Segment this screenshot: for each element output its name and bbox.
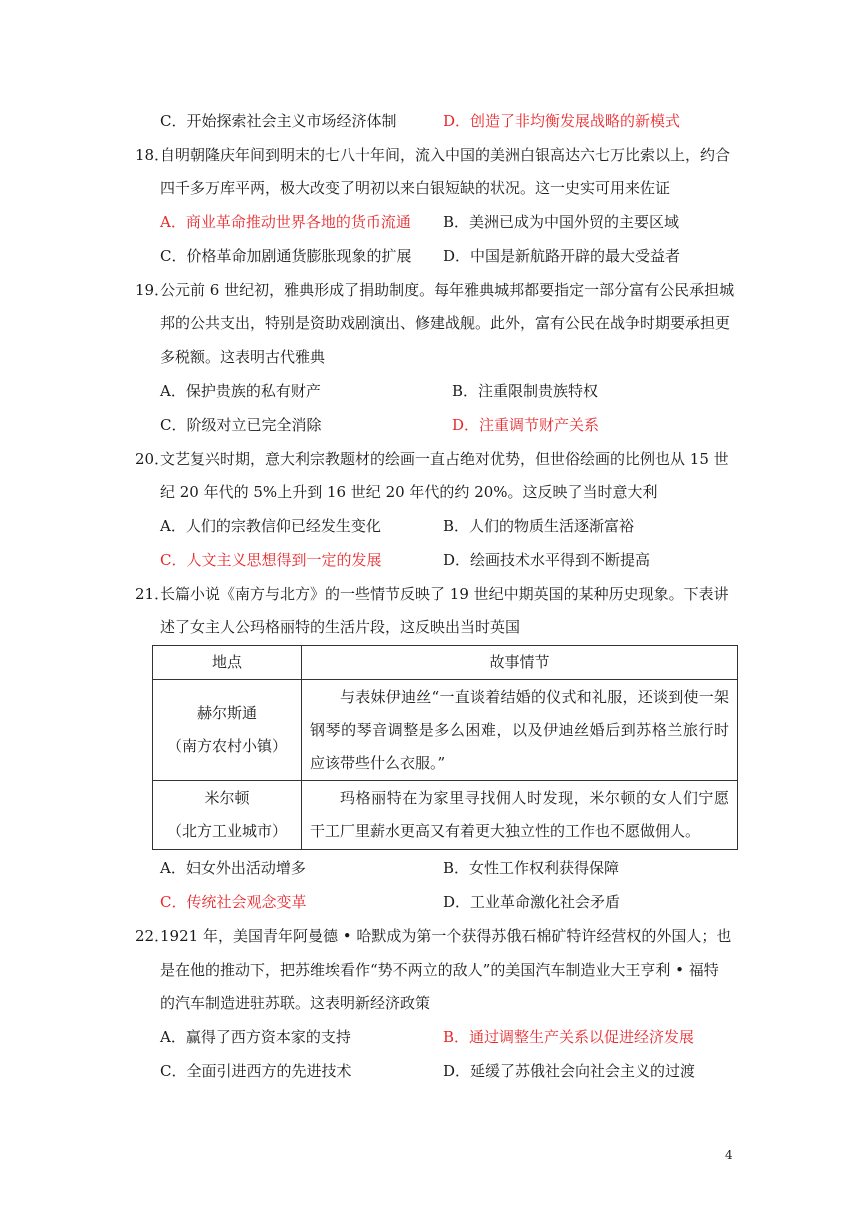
q17-option-d-answer: D．创造了非均衡发展战略的新模式: [443, 112, 681, 130]
q19-option-d-answer: D．注重调节财产关系: [452, 416, 600, 434]
table-cell-story: [302, 680, 738, 781]
table-header-story: 故事情节: [302, 646, 738, 680]
q22-option-c: C．全面引进西方的先进技术: [160, 1062, 352, 1080]
place-name: 米尔顿: [204, 789, 250, 807]
place-name: 赫尔斯通: [196, 704, 257, 722]
page-number: 4: [725, 1148, 733, 1162]
q21-option-b: B．女性工作权利获得保障: [443, 859, 620, 877]
q18-option-b: B．美洲已成为中国外贸的主要区域: [443, 213, 680, 231]
q19-option-a: A．保护贵族的私有财产: [160, 382, 321, 400]
q18-stem-line-2: 四千多万库平两，极大改变了明初以来白银短缺的状况。这一史实可用来佐证: [160, 179, 671, 197]
q21-option-d: D．工业革命激化社会矛盾: [443, 893, 621, 911]
q22-stem-line-1: 1921 年，美国青年阿曼德 • 哈默成为第一个获得苏俄石棉矿特许经营权的外国人；也: [160, 927, 732, 945]
q19-number: 19．: [135, 281, 170, 299]
q21-number: 21．: [135, 585, 170, 603]
q19-stem-line-2: 邦的公共支出，特别是资助戏剧演出、修建战舰。此外，富有公民在战争时期要承担更: [160, 314, 731, 332]
q20-stem-line-1: 文艺复兴时期，意大利宗教题材的绘画一直占绝对优势，但世俗绘画的比例也从 15 世: [160, 450, 729, 468]
q18-stem-line-1: 自明朝隆庆年间到明末的七八十年间，流入中国的美洲白银高达六七万比索以上，约合: [160, 146, 731, 164]
q22-stem-line-3: 的汽车制造进驻苏联。这表明新经济政策: [160, 994, 431, 1012]
table-cell-place: [153, 781, 302, 850]
q19-option-b: B．注重限制贵族特权: [452, 382, 599, 400]
table-row: [153, 680, 738, 781]
table-row: [153, 781, 738, 850]
table-cell-story: [302, 781, 738, 850]
story-text: 与表妹伊迪丝“一直谈着结婚的仪式和礼服，还谈到使一架钢琴的琴音调整是多么困难，以及伊迪丝婚后到苏格兰旅行时应该带些什么衣服。”: [310, 687, 729, 772]
q22-option-d: D．延缓了苏俄社会向社会主义的过渡: [443, 1062, 696, 1080]
q22-stem-line-2: 是在他的推动下，把苏维埃看作“势不两立的敌人”的美国汽车制造业大王亨利 • 福特: [160, 961, 719, 979]
q21-stem-line-1: 长篇小说《南方与北方》的一些情节反映了 19 世纪中期英国的某种历史现象。下表讲: [160, 585, 729, 603]
story-text: 玛格丽特在为家里寻找佣人时发现，米尔顿的女人们宁愿干工厂里薪水更高又有着更大独立性的工作也不愿做佣人。: [310, 789, 729, 840]
q19-stem-line-3: 多税额。这表明古代雅典: [160, 348, 326, 366]
q20-number: 20．: [135, 450, 170, 468]
table-header-place: 地点: [153, 646, 302, 680]
q22-option-a: A．赢得了西方资本家的支持: [160, 1028, 351, 1046]
q20-stem-line-2: 纪 20 年代的 5%上升到 16 世纪 20 年代的约 20%。这反映了当时意大利: [160, 483, 658, 501]
q20-option-c-answer: C．人文主义思想得到一定的发展: [160, 551, 382, 569]
q19-option-c: C．阶级对立已完全消除: [160, 416, 322, 434]
table-header-row: [153, 646, 738, 680]
q22-option-b-answer: B．通过调整生产关系以促进经济发展: [443, 1028, 695, 1046]
q21-story-table: [152, 645, 738, 850]
q18-option-d: D．中国是新航路开辟的最大受益者: [443, 247, 681, 265]
q20-option-b: B．人们的物质生活逐渐富裕: [443, 517, 635, 535]
q19-stem-line-1: 公元前 6 世纪初，雅典形成了捐助制度。每年雅典城邦都要指定一部分富有公民承担城: [160, 281, 735, 299]
q21-option-a: A．妇女外出活动增多: [160, 859, 306, 877]
place-note: （北方工业城市）: [166, 822, 287, 840]
q21-stem-line-2: 述了女主人公玛格丽特的生活片段，这反映出当时英国: [160, 618, 521, 636]
q17-option-c: C．开始探索社会主义市场经济体制: [160, 112, 397, 130]
q18-option-a-answer: A．商业革命推动世界各地的货币流通: [160, 213, 411, 231]
q18-option-c: C．价格革命加剧通货膨胀现象的扩展: [160, 247, 412, 265]
q18-number: 18．: [135, 146, 170, 164]
q21-option-c-answer: C．传统社会观念变革: [160, 893, 307, 911]
q20-option-d: D．绘画技术水平得到不断提高: [443, 551, 651, 569]
place-note: （南方农村小镇）: [166, 737, 287, 755]
q22-number: 22．: [135, 927, 170, 945]
q20-option-a: A．人们的宗教信仰已经发生变化: [160, 517, 381, 535]
table-cell-place: [153, 680, 302, 781]
